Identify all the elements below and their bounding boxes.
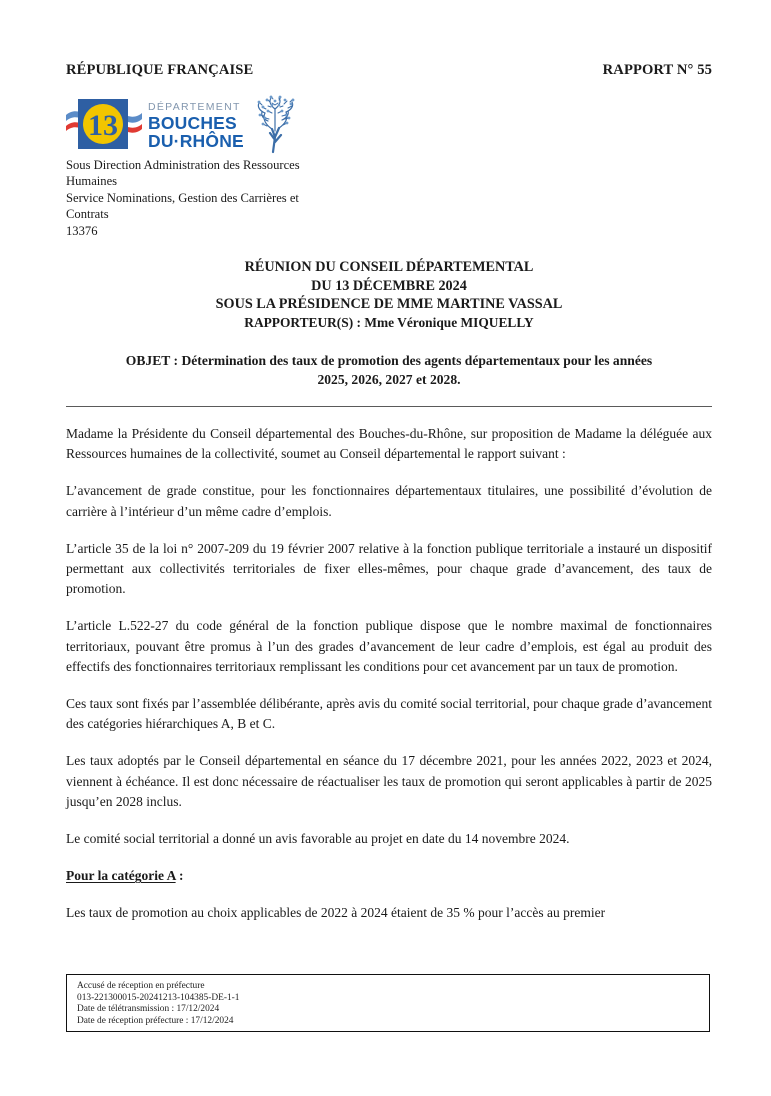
service-reference-number: 13376 — [66, 223, 98, 238]
logo-number-13: 13 — [88, 109, 118, 142]
objet-block — [66, 352, 712, 389]
horizontal-divider — [66, 406, 712, 407]
service-line-4: Contrats — [66, 207, 109, 222]
republic-title: RÉPUBLIQUE FRANÇAISE — [66, 62, 254, 78]
prefecture-receipt-box — [66, 974, 710, 1032]
meeting-title-line-1: RÉUNION DU CONSEIL DÉPARTEMENTAL — [244, 259, 534, 275]
receipt-identifier: 013-221300015-20241213-104385-DE-1-1 — [77, 992, 240, 1003]
olive-tree-icon — [258, 96, 295, 152]
paragraph-article-35: L’article 35 de la loi n° 2007-209 du 19 février 2007 relative à la fonction publique territoriale a instauré un dispositif permettant aux collectivités territoriales de fixer elles-mêmes, pour chaque grade d’avancement, des taux de promotion. — [66, 540, 712, 597]
objet-line-2: 2025, 2026, 2027 et 2028. — [317, 371, 461, 387]
logo-bouches-text: BOUCHES — [148, 113, 237, 133]
meeting-rapporteur-line: RAPPORTEUR(S) : Mme Véronique MIQUELLY — [244, 314, 534, 330]
service-line-3: Service Nominations, Gestion des Carrières et — [66, 190, 299, 205]
category-a-heading — [66, 866, 712, 886]
report-body — [66, 424, 712, 924]
meeting-date-line: DU 13 DÉCEMBRE 2024 — [311, 277, 467, 294]
logo-departement-text: DÉPARTEMENT — [148, 101, 241, 113]
paragraph-avancement-grade: L’avancement de grade constitue, pour les fonctionnaires départementaux titulaires, une possibilité d’évolution de carrière à l’intérieur d’un même cadre d’emplois. — [66, 483, 712, 519]
departement-bouches-du-rhone-logo — [66, 95, 306, 155]
paragraph-comite-social: Le comité social territorial a donné un avis favorable au projet en date du 14 novembre 2024. — [66, 831, 570, 847]
receipt-transmission-date: Date de télétransmission : 17/12/2024 — [77, 1004, 220, 1015]
paragraph-article-l522-27: L’article L.522-27 du code général de la fonction publique dispose que le nombre maximal de fonctionnaires territoriaux, pouvant être promus à l’un des grades d’avancement de leur cadre d’emplois, est égal au produit des effectifs des fonctionnaires territoriaux remplissant les conditions pour cet avancement par un taux de promotion. — [66, 618, 712, 674]
receipt-reception-date: Date de réception préfecture : 17/12/2024 — [77, 1015, 234, 1026]
service-address-block — [66, 157, 366, 239]
service-line-2: Humaines — [66, 174, 118, 189]
paragraph-category-a-rates: Les taux de promotion au choix applicables de 2022 à 2024 étaient de 35 % pour l’accès au premier — [66, 905, 606, 921]
category-a-heading-underlined: Pour la catégorie A — [66, 868, 176, 884]
logo-svg — [66, 95, 306, 155]
paragraph-taux-adoptes: Les taux adoptés par le Conseil départemental en séance du 17 décembre 2021, pour les années 2022, 2023 et 2024, viennent à échéance. Il est donc nécessaire de réactualiser les taux de promotion qui seront applicables à partir de 2025 jusqu’en 2028 inclus. — [66, 753, 712, 809]
objet-line-1: OBJET : Détermination des taux de promotion des agents départementaux pour les années — [125, 353, 653, 368]
service-line-1: Sous Direction Administration des Ressources — [66, 158, 300, 172]
document-header — [66, 62, 712, 79]
paragraph-taux-fixes: Ces taux sont fixés par l’assemblée délibérante, après avis du comité social territorial, pour chaque grade d’avancement des catégories hiérarchiques A, B et C. — [66, 696, 712, 732]
report-number: RAPPORT N° 55 — [602, 62, 712, 78]
paragraph-intro: Madame la Présidente du Conseil départemental des Bouches-du-Rhône, sur proposition de Madame la déléguée aux Ressources humaines de la collectivité, soumet au Conseil départemental le rapport suivant : — [66, 426, 712, 462]
meeting-title-block — [66, 258, 712, 332]
meeting-presidency-line: SOUS LA PRÉSIDENCE DE MME MARTINE VASSAL — [215, 296, 563, 313]
receipt-title: Accusé de réception en préfecture — [77, 981, 205, 991]
logo-du-rhone-text: DU·RHÔNE — [148, 131, 244, 151]
category-a-heading-colon: : — [175, 868, 184, 884]
